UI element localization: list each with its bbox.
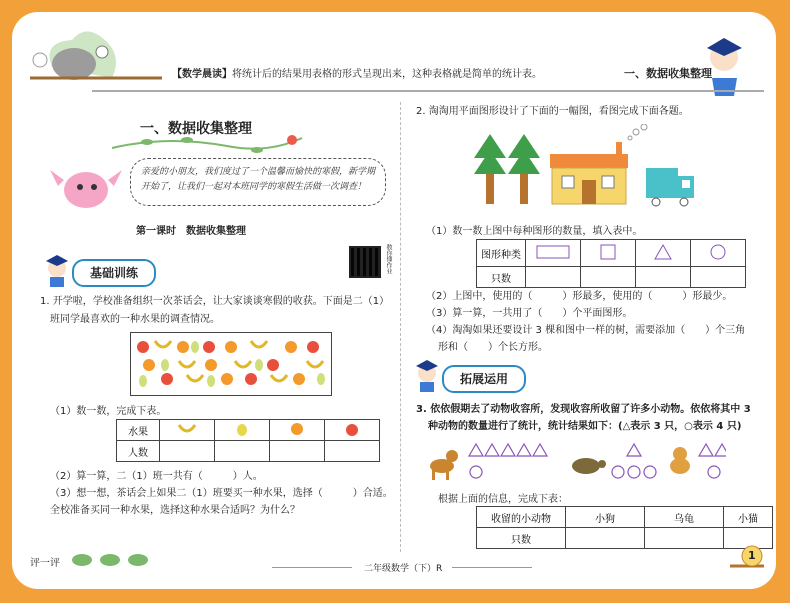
animal-table-header-1: 小狗 — [566, 507, 645, 528]
shape-table — [476, 239, 746, 288]
q3-line2: 种动物的数量进行了统计，统计结果如下：(△表示 3 只，○表示 4 只) — [428, 421, 742, 432]
header-rule — [92, 90, 764, 92]
orange-icon — [270, 420, 325, 441]
speech-bubble: 亲爱的小朋友，我们度过了一个温馨而愉快的寒假，新学期开始了，让我们一起对本班同学的寒假生活做一次调查！ — [130, 158, 386, 206]
animal-table-header-0: 收留的小动物 — [477, 507, 566, 528]
count-cell[interactable] — [566, 528, 645, 549]
vine-decoration — [107, 130, 307, 158]
square-icon — [581, 240, 636, 267]
header-tag: 【数学晨读】 — [172, 69, 232, 80]
count-cell[interactable] — [325, 441, 380, 462]
fruit-picture — [130, 332, 332, 396]
count-cell[interactable] — [526, 267, 581, 288]
q2-sub3: （3）算一算，一共用了（ ）个平面图形。 — [426, 308, 633, 319]
unit-title: 一、数据收集整理 — [624, 67, 712, 80]
bird-mascot — [46, 162, 126, 212]
fruit-table — [116, 419, 380, 462]
student-icon — [412, 357, 442, 393]
q1-line2: 班同学最喜欢的一种水果的调查情况。 — [50, 314, 220, 325]
q2-sub2: （2）上图中，使用的（ ）形最多，使用的（ ）形最少。 — [426, 291, 733, 302]
footer-rule-right — [452, 567, 532, 568]
q2-sub4b: 形和（ ）个长方形。 — [438, 342, 548, 353]
q1-sub3a: （3）想一想，茶话会上如果二（1）班要买一种水果，选择（ ）合适。 — [50, 488, 393, 499]
pear-icon — [215, 420, 270, 441]
fruit-table-header-label: 水果 — [117, 420, 160, 441]
shape-table-count-label: 只数 — [477, 267, 526, 288]
q2-sub1: （1）数一数上图中每种图形的数量，填入表中。 — [426, 226, 643, 237]
triangle-icon — [636, 240, 691, 267]
circle-icon — [691, 240, 746, 267]
chapter-title: 一、数据收集整理 — [140, 121, 252, 137]
q3-sub: 根据上面的信息，完成下表： — [438, 494, 568, 505]
badge-basic-training: 基础训练 — [72, 259, 156, 287]
banana-icon — [160, 420, 215, 441]
count-cell[interactable] — [636, 267, 691, 288]
wide-rectangle-icon — [526, 240, 581, 267]
count-cell[interactable] — [160, 441, 215, 462]
student-icon — [42, 252, 72, 288]
animal-tally — [426, 440, 726, 484]
badge-extended-practice: 拓展运用 — [442, 365, 526, 393]
count-cell[interactable] — [215, 441, 270, 462]
lesson-title: 第一课时 数据收集整理 — [136, 226, 246, 237]
footer-rule-left — [272, 567, 352, 568]
workbook-page — [12, 12, 776, 589]
apple-icon — [325, 420, 380, 441]
qr-label: 数你懂作业 — [385, 244, 392, 274]
footer-center: 二年级数学（下）R — [364, 564, 443, 574]
q2-sub4a: （4）淘淘如果还要设计 3 棵和图中一样的树，需要添加（ ）个三角 — [426, 325, 746, 336]
q3-line1: 3. 依依假期去了动物收容所，发现收容所收留了许多小动物。依依将其中 3 — [416, 404, 751, 415]
qr-code — [349, 246, 381, 278]
q2-title: 2. 淘淘用平面图形设计了下面的一幅图，看图完成下面各题。 — [416, 106, 689, 117]
footer-evaluate-label: 评一评 — [30, 558, 60, 569]
shape-picture — [470, 124, 710, 208]
header-decoration — [12, 12, 776, 107]
page-number: 1 — [748, 549, 756, 562]
q1-sub1: （1）数一数，完成下表。 — [50, 406, 167, 417]
fruit-icons — [131, 333, 331, 395]
count-cell[interactable] — [691, 267, 746, 288]
leaf-decoration — [68, 548, 168, 568]
column-divider — [400, 102, 401, 552]
count-cell[interactable] — [270, 441, 325, 462]
shape-table-header-label: 图形种类 — [477, 240, 526, 267]
animal-table-header-2: 乌龟 — [645, 507, 724, 528]
q1-sub3b: 全校准备买同一种水果，选择这种水果合适吗？为什么？ — [50, 505, 300, 516]
count-cell[interactable] — [645, 528, 724, 549]
q1-sub2: （2）算一算，二（1）班一共有（ ）人。 — [50, 471, 263, 482]
header-sentence: 将统计后的结果用表格的形式呈现出来，这种表格就是简单的统计表。 — [232, 69, 542, 80]
fruit-table-count-label: 人数 — [117, 441, 160, 462]
header-tip — [172, 65, 542, 80]
animal-table-count-label: 只数 — [477, 528, 566, 549]
count-cell[interactable] — [581, 267, 636, 288]
q1-line1: 1. 开学啦，学校准备组织一次茶话会，让大家谈谈寒假的收获。下面是二（1） — [40, 296, 390, 307]
animal-table-header-3: 小猫 — [724, 507, 773, 528]
